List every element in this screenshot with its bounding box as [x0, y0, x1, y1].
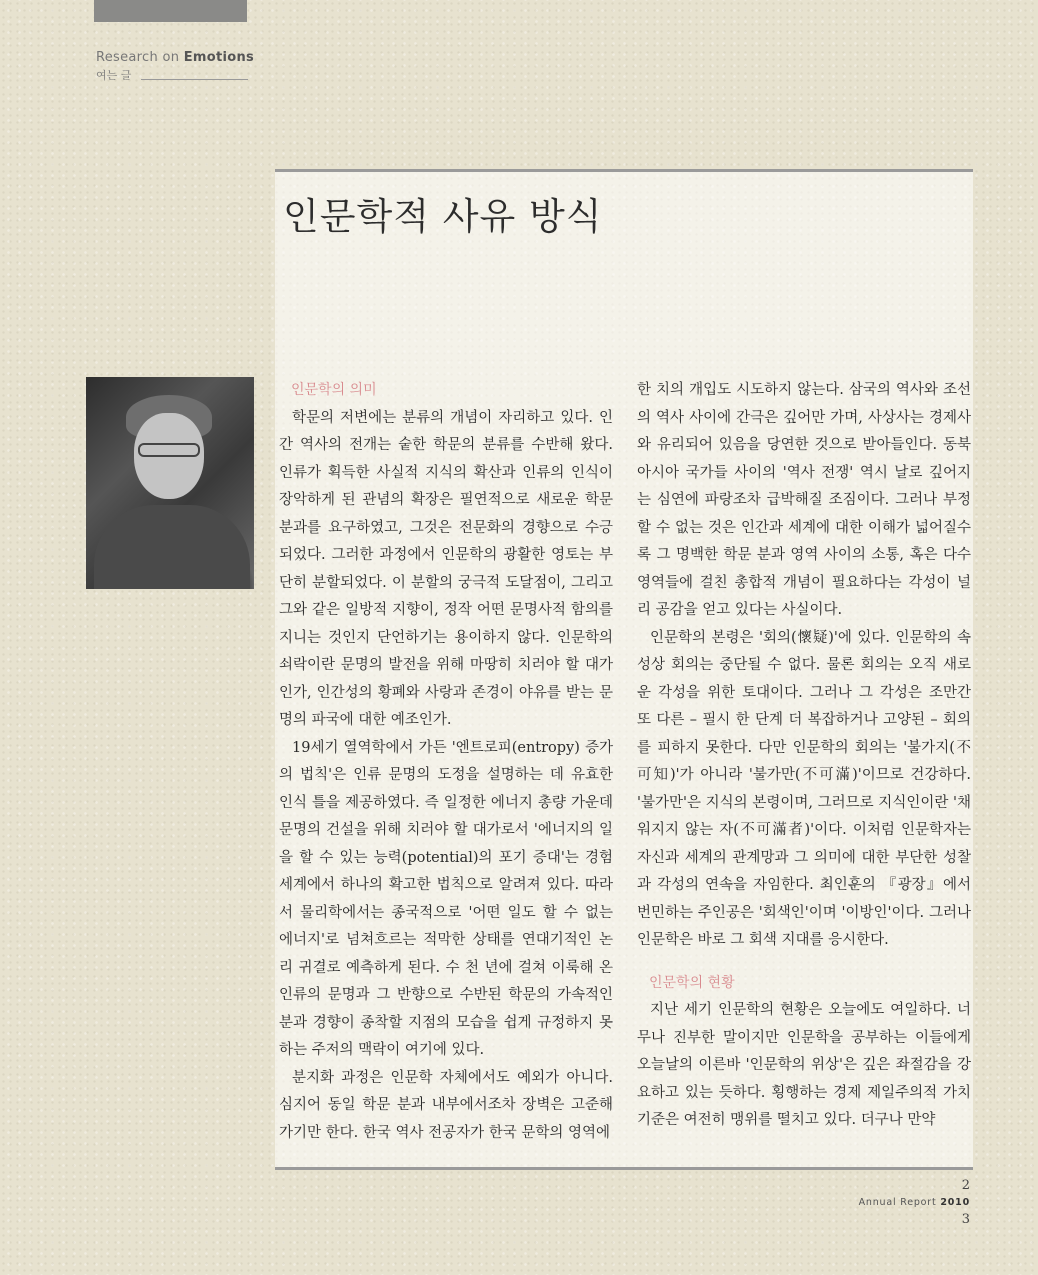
paragraph: 분지화 과정은 인문학 자체에서도 예외가 아니다. 심지어 동일 학문 분과 내부에서조차 장벽은 고준해 가기만 한다. 한국 역사 전공자가 한국 문학의 영역에 [279, 1069, 613, 1141]
page-number-left: 2 [961, 1178, 970, 1193]
paragraph: 지난 세기 인문학의 현황은 오늘에도 여일하다. 너무나 진부한 말이지만 인문학을 공부하는 이들에게 오늘날의 이른바 '인문학의 위상'은 깊은 좌절감을 강요하고 있는 듯하다. 횡행하는 경제 제일주의적 가치 기준은 여전히 맹위를 떨치고 있다. 더구나 만약 [637, 1002, 971, 1128]
section-header [96, 50, 255, 83]
paragraph: 학문의 저변에는 분류의 개념이 자리하고 있다. 인간 역사의 전개는 숱한 학문의 분류를 수반해 왔다. 인류가 획득한 사실적 지식의 확산과 인류의 인식이 장악하게 된 관념의 확장은 필연적으로 새로운 학문 분과를 요구하였고, 그것은 전문화의 경향으로 수긍되었다. 그러한 과정에서 인문학의 광활한 영토는 부단히 분할되었다. 이 분할의 궁극적 도달점이, 그리고 그와 같은 일방적 지향이, 정작 어떤 문명사적 함의를 지니는 것인지 단언하기는 용이하지 않다. 인문학의 쇠락이란 문명의 발전을 위해 마땅히 치러야 할 대가인가, 인간성의 황폐와 사랑과 존경이 야유를 받는 문명의 파국에 대한 예조인가. [279, 409, 613, 728]
author-photo [86, 377, 254, 589]
header-tab-bar [94, 0, 247, 22]
article-title: 인문학적 사유 방식 [283, 195, 603, 238]
report-label: Annual Report 2010 [858, 1197, 970, 1208]
paragraph: 한 치의 개입도 시도하지 않는다. 삼국의 역사와 조선의 역사 사이에 간극은 깊어만 가며, 사상사는 경제사와 유리되어 있음을 당연한 것으로 받아들인다. 동북아시아 국가들 사이의 '역사 전쟁' 역시 날로 깊어지는 심연에 파랑조차 급박해질 조짐이다. 그러나 부정할 수 없는 것은 인간과 세계에 대한 이해가 넓어질수록 그 명백한 학문 분과 영역 사이의 소통, 혹은 다수 영역들에 걸친 총합적 개념이 필요하다는 각성이 널리 공감을 얻고 있다는 사실이다. [637, 382, 971, 618]
page-footer [859, 1177, 970, 1228]
page-number-right: 3 [961, 1212, 970, 1227]
section-heading: 인문학의 의미 [291, 382, 377, 398]
series-title: Research on Emotions [96, 50, 255, 65]
paragraph: 인문학의 본령은 '회의(懷疑)'에 있다. 인문학의 속성상 회의는 중단될 수 없다. 물론 회의는 오직 새로운 각성을 위한 토대이다. 그러나 그 각성은 조만간 또 다른 – 필시 한 단계 더 복잡하거나 고양된 – 회의를 피하지 못한다. 다만 인문학의 회의는 '불가지(不可知)'가 아니라 '불가만(不可滿)'이므로 건강하다. '불가만'은 지식의 본령이며, 그러므로 지식인이란 '채워지지 않는 자(不可滿者)'이다. 이처럼 인문학자는 자신과 세계의 관계망과 그 의미에 대한 부단한 성찰과 각성의 연속을 자임한다. 최인훈의 『광장』에서 번민하는 주인공은 '회색인'이며 '이방인'이다. 그러나 인문학은 바로 그 회색 지대를 응시한다. [637, 629, 971, 948]
paragraph: 19세기 열역학에서 가든 '엔트로피(entropy) 증가의 법칙'은 인류 문명의 도정을 설명하는 데 유효한 인식 틀을 제공하였다. 즉 일정한 에너지 총량 가운데 문명의 건설을 위해 치러야 할 대가로서 '에너지의 일을 할 수 있는 능력(potential)의 포기 증대'는 경험 세계에서 하나의 확고한 법칙으로 알려져 있다. 따라서 물리학에서는 종국적으로 '어떤 일도 할 수 없는 에너지'로 넘쳐흐르는 적막한 상태를 연대기적인 논리 귀결로 예측하게 된다. 수 천 년에 걸쳐 이룩해 온 인류의 문명과 그 반향으로 수반된 학문의 가속적인 분과 경향이 종착할 지점의 모습을 쉽게 규정하지 못하는 주저의 맥락이 여기에 있다. [279, 739, 613, 1058]
article-column-left [279, 377, 613, 1147]
article-box [275, 169, 973, 1170]
section-heading: 인문학의 현황 [649, 974, 735, 991]
series-subtitle: 여는 글 [96, 69, 132, 82]
header-rule [141, 79, 248, 80]
article-column-right [637, 377, 971, 1135]
